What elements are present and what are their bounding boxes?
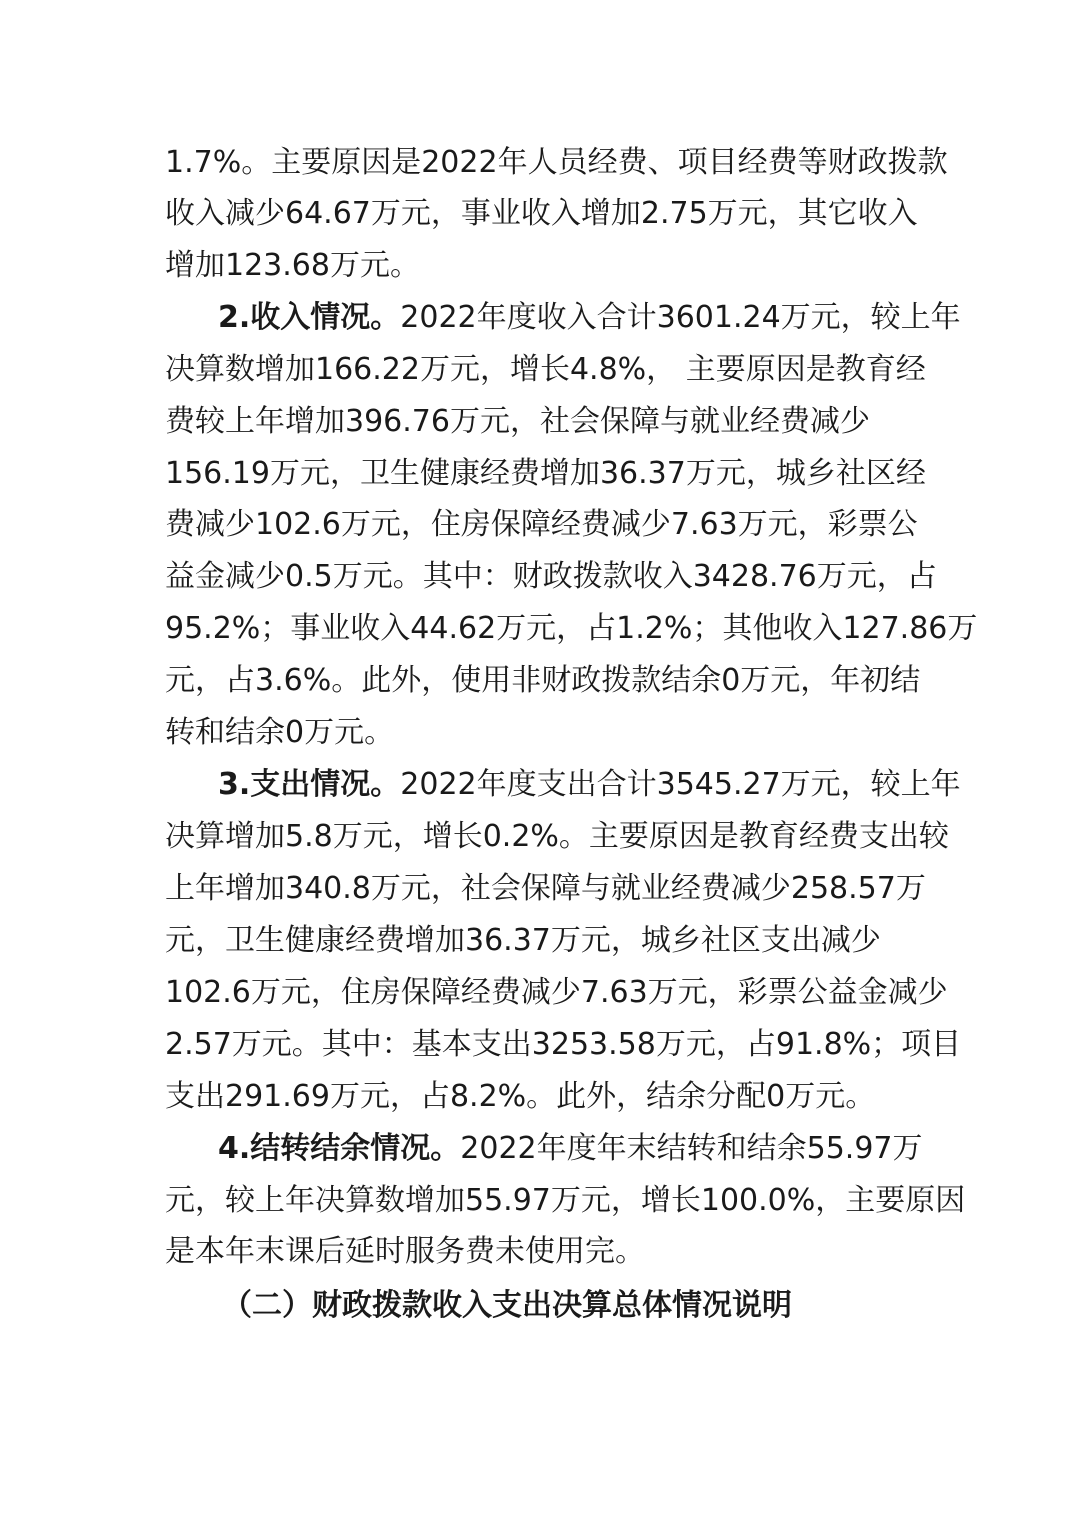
paragraph-line: 决算增加5.8万元，增长0.2%。主要原因是教育经费支出较 [165, 819, 949, 854]
paragraph-line: 支出291.69万元，占8.2%。此外，结余分配0万元。 [165, 1079, 876, 1114]
section-2-first-line [218, 298, 961, 338]
paragraph-line: 2.57万元。其中：基本支出3253.58万元，占91.8%；项目 [165, 1027, 962, 1062]
section-4-text: 2022年度年末结转和结余55.97万 [460, 1131, 923, 1166]
paragraph-line: 元，占3.6%。此外，使用非财政拨款结余0万元，年初结 [165, 663, 921, 698]
section-subheading: （二）财政拨款收入支出决算总体情况说明 [222, 1288, 792, 1323]
section-2-title: 2.收入情况。 [218, 300, 401, 335]
section-3-title: 3.支出情况。 [218, 767, 401, 802]
paragraph-line: 益金减少0.5万元。其中：财政拨款收入3428.76万元，占 [165, 559, 937, 594]
paragraph-line: 1.7%。主要原因是2022年人员经费、项目经费等财政拨款 [165, 145, 948, 180]
section-4-first-line [218, 1129, 923, 1169]
paragraph-line: 95.2%；事业收入44.62万元，占1.2%；其他收入127.86万 [165, 611, 978, 646]
section-3-first-line [218, 765, 961, 805]
section-2-text: 2022年度收入合计3601.24万元，较上年 [400, 300, 961, 335]
paragraph-line: 费减少102.6万元，住房保障经费减少7.63万元，彩票公 [165, 507, 918, 542]
paragraph-line: 102.6万元，住房保障经费减少7.63万元，彩票公益金减少 [165, 975, 948, 1010]
paragraph-line: 是本年末课后延时服务费未使用完。 [165, 1234, 645, 1269]
paragraph-line: 156.19万元，卫生健康经费增加36.37万元，城乡社区经 [165, 456, 926, 491]
paragraph-line: 增加123.68万元。 [165, 248, 420, 283]
section-3-text: 2022年度支出合计3545.27万元，较上年 [400, 767, 961, 802]
paragraph-line: 元，卫生健康经费增加36.37万元，城乡社区支出减少 [165, 923, 881, 958]
paragraph-line: 转和结余0万元。 [165, 715, 395, 750]
paragraph-line: 费较上年增加396.76万元，社会保障与就业经费减少 [165, 404, 870, 439]
paragraph-line: 上年增加340.8万元，社会保障与就业经费减少258.57万 [165, 871, 926, 906]
paragraph-line: 元，较上年决算数增加55.97万元，增长100.0%，主要原因 [165, 1183, 966, 1218]
section-4-title: 4.结转结余情况。 [218, 1131, 461, 1166]
paragraph-line: 收入减少64.67万元，事业收入增加2.75万元，其它收入 [165, 196, 918, 231]
paragraph-line: 决算数增加166.22万元，增长4.8%， 主要原因是教育经 [165, 352, 926, 387]
